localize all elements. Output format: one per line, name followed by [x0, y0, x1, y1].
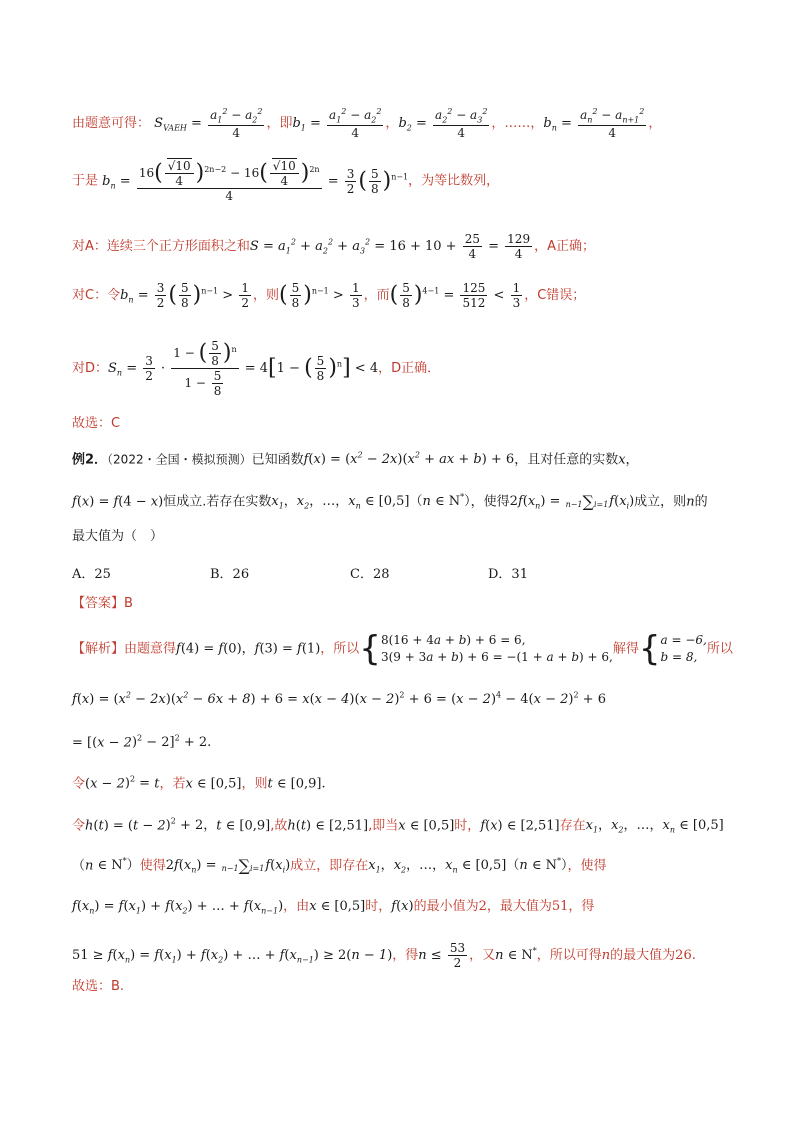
option-c: C．28 — [350, 567, 390, 582]
formula-fx-def: $f(x) = (x^2 - 2x)(x^2$ + ax + b) + 6 — [303, 451, 515, 468]
example-2-line-3: 最大值为（ ） — [72, 529, 164, 544]
analysis-line-7: $f(x_n) = f(x_1) + f(x_2)$ + … + $f(x_{n-1})$，由x ∈ [0,5]时，f(x)的最小值为2，最大值为51，得 — [72, 899, 595, 916]
formula-c-inequality: $b_n$ = $\frac{3}{2}$ ( $\frac{5}{8}$ )$^{n-1}$ > $\frac{1}{2}$ — [120, 281, 249, 310]
analysis-line-6: （n ∈ N*）使得$2f(x_n) = n-1\sum i=1f(x_i)$成立，即存在$x_1$，$x_2$，…，$x_n$ ∈ [0,5]（n ∈ N*），使得 — [72, 855, 607, 875]
example-label: 例2． — [72, 452, 108, 468]
final-choice: 故选：B. — [72, 979, 125, 994]
line-2: 于是 $b_n$ = 16( $\frac{√10}{4}$ )$^{2n-2}$ − 16( $\frac{√10}{4}$ )$^{2n}$ 4 = $\frac{3}{2}$ ( $\frac{5}{8}$ )$^{n-1}$，为等比数列， — [72, 159, 500, 203]
intro-text: 由题意可得： — [72, 116, 151, 132]
line-5: 对D：$S_n$ = $\frac{3}{2}$ · 1 − ( $\frac{5}{8}$ )$^n$ 1 − $\frac{5}{8}$ = 4[1 − ( $\frac{5}{8}$ )$^n$] < 4，D正确． — [72, 339, 441, 398]
analysis-line-8: $51 \ge f(x_n) = f(x_1) + f(x_2)$ + … + $f(x_{n-1}) \ge 2(n - 1)$，得n ≤ $\frac{53}{2}$ ，又n ∈ N*，所以可得n的最大值为26. — [72, 941, 696, 970]
example-source: （2022・全国・模拟预测） — [107, 452, 252, 467]
analysis-line-1: 【解析】由题意得f(4) = f(0)，f(3) = f(1)，所以{8(16 + 4a + b) + 6 = 6, 3(9 + 3a + b) + 6 = −(1 + a + b) + 6,解得{a = −6, b = 8,所以 — [72, 629, 733, 669]
example-2-line-2: f(x) = f(4 − x)恒成立.若存在实数$x_1$，$x_2$，…，$x_n$ ∈ [0,5]（n ∈ N*），使得$2f(x_n) = n-1\sum i=1f(x_i)$成立，则n的 — [72, 491, 708, 511]
formula-sn: $S_n$ = $\frac{3}{2}$ · 1 − ( $\frac{5}{8}$ )$^n$ 1 − $\frac{5}{8}$ = 4[1 − ( $\frac{5}{8}$ )$^n$] < 4 — [108, 339, 379, 398]
analysis-line-3: = $[(x - 2)^2 - 2]^2 + 2$. — [72, 734, 212, 751]
analysis-line-2: $f(x) = (x^2 - 2x)(x^2 - 6x + 8) + 6 = x(x - 4)(x - 2)^2 + 6 = (x - 2)^4 - 4(x - 2)^2 + 6$ — [72, 691, 606, 708]
formula-bn: $b_n$ = $\frac{a_n^2 - a_{n+1}^2}{4}$ — [543, 107, 645, 141]
option-a: A．25 — [72, 567, 111, 582]
answer-label: 【答案】B — [72, 596, 133, 611]
analysis-line-4: 令$(x - 2)^2 = t$，若x ∈ [0,5]，则t ∈ [0,9]. — [72, 775, 326, 792]
line-3: 对A：连续三个正方形面积之和$S = a_1^2 + a_2^2 + a_3^2 = 16 + 10$ + $\frac{25}{4}$ = $\frac{129}{4}$ ，A正确； — [72, 232, 595, 261]
system-solution: a = −6, b = 8, — [660, 633, 707, 664]
formula-b1: $b_1$ = $\frac{a_1^2 - a_2^2}{4}$ — [292, 107, 382, 141]
example-2-line-1: 例2．（2022・全国・模拟预测）已知函数$f(x) = (x^2 - 2x)(x^2$ + ax + b) + 6，且对任意的实数x， — [72, 451, 639, 468]
formula-s-vaeh: $S_{VAEH}$ = $\frac{a_1^2 - a_2^2}{4}$ — [154, 107, 263, 141]
analysis-line-5: 令$h(t) = (t - 2)^2 + 2$，t ∈ [0,9],故h(t) ∈ [2,51],即当x ∈ [0,5]时，f(x) ∈ [2,51]存在$x_1$，$x_2$，…，$x_n$ ∈ [0,5] — [72, 817, 724, 835]
line-1: 由题意可得： $S_{VAEH}$ = $\frac{a_1^2 - a_2^2}{4}$ ，即$b_1$ = $\frac{a_1^2 - a_2^2}{4}$ ，$b_2$ = $\frac{a_2^2 - a_3^2}{4}$ ，……，$b_n$ = $\frac{a_n^2 - a_{n+1}^2}{4}$ ， — [72, 107, 662, 141]
system-equations: 8(16 + 4a + b) + 6 = 6, 3(9 + 3a + b) + 6 = −(1 + a + b) + 6, — [380, 633, 613, 664]
line-4: 对C：令$b_n$ = $\frac{3}{2}$ ( $\frac{5}{8}$ )$^{n-1}$ > $\frac{1}{2}$ ，则( $\frac{5}{8}$ )$^{n-1}$ > $\frac{1}{3}$ ，而( $\frac{5}{8}$ )$^{4-1}$ = $\frac{125}{512}$ < $\frac{1}{3}$ ，C错误； — [72, 281, 586, 310]
line-6-choice: 故选：C — [72, 416, 121, 431]
formula-area-sum: $S = a_1^2 + a_2^2 + a_3^2 = 16 + 10$ + $\frac{25}{4}$ = $\frac{129}{4}$ — [249, 232, 531, 261]
formula-bn-expansion: $b_n$ = 16( $\frac{√10}{4}$ )$^{2n-2}$ − 16( $\frac{√10}{4}$ )$^{2n}$ 4 = $\frac{3}{2}$ ( $\frac{5}{8}$ )$^{n-1}$ — [102, 159, 409, 203]
analysis-label: 【解析】 — [72, 641, 125, 657]
option-b: B．26 — [210, 567, 250, 582]
formula-b2: $b_2$ = $\frac{a_2^2 - a_3^2}{4}$ — [398, 107, 488, 141]
option-d: D．31 — [488, 567, 528, 582]
